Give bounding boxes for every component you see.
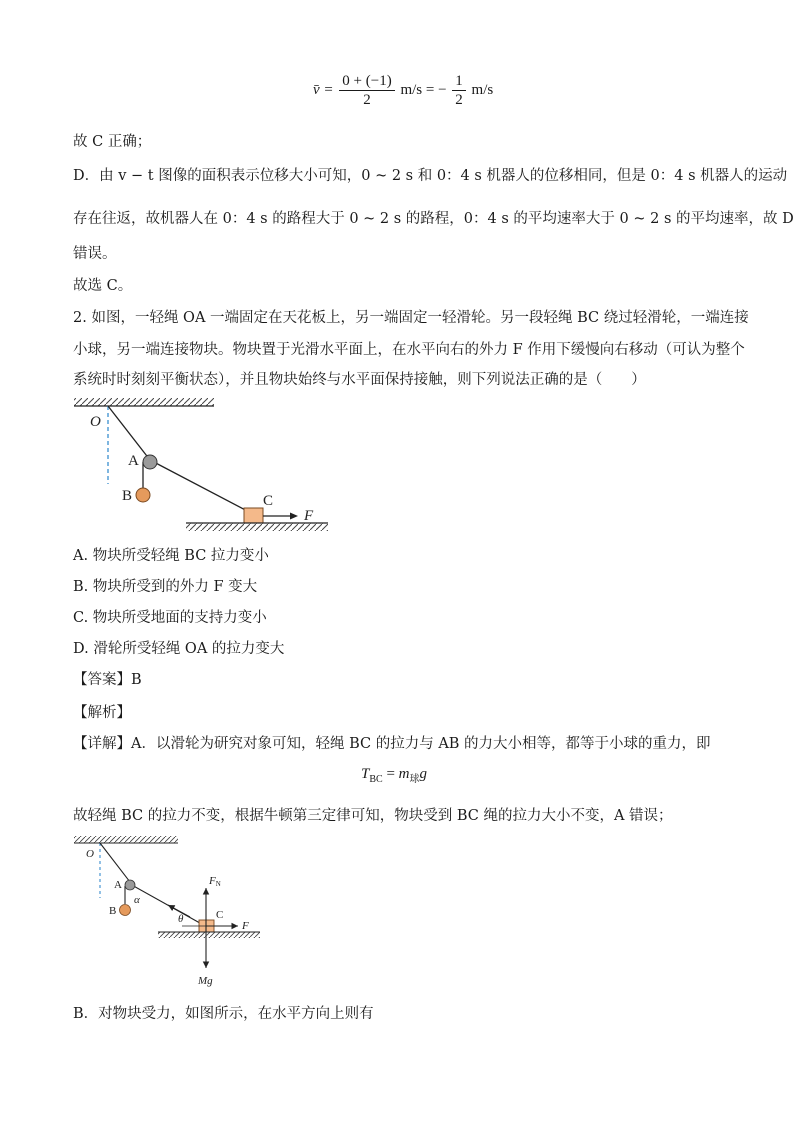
rope-oa: [108, 406, 150, 460]
detail-line: 【详解】A．以滑轮为研究对象可知，轻绳 BC 的拉力与 AB 的力大小相等，都等于小球的重力，即: [73, 736, 711, 752]
block-c-icon: [244, 508, 263, 523]
eq-fraction-1: $\frac{0 + (-1)}{2}$: [339, 72, 394, 109]
force-f-arrowhead: [290, 513, 298, 520]
label-a-2: A: [114, 879, 122, 891]
rope-ac: [150, 460, 253, 514]
option-c: C. 物块所受地面的支持力变小: [73, 610, 267, 626]
label-b: B: [122, 488, 133, 504]
choose-line: 故选 C。: [73, 278, 133, 294]
label-c: C: [263, 493, 274, 509]
pulley-diagram-1: [70, 392, 340, 542]
eq-unit-1: m/s = −: [400, 81, 447, 98]
label-mg: Mg: [198, 975, 213, 987]
answer-line: 【答案】B: [73, 672, 142, 688]
question-2-line-2: 小球，另一端连接物块。物块置于光滑水平面上，在水平向右的外力 F 作用下缓慢向右移动（可认为整个: [73, 342, 745, 358]
eq-lhs: v̄ =: [313, 81, 334, 98]
analysis-heading: 【解析】: [73, 705, 131, 721]
rope-oa-2: [100, 843, 130, 882]
ground-2: [158, 932, 260, 938]
label-alpha: α: [134, 894, 140, 906]
ceiling-2: [74, 836, 178, 843]
d-explanation-line-3: 错误。: [73, 246, 117, 262]
label-o-2: O: [86, 848, 94, 860]
pulley-icon-2: [125, 880, 135, 890]
question-2-line-1: 2. 如图，一轻绳 OA 一端固定在天花板上，另一端固定一轻滑轮。另一段轻绳 BC 绕过轻滑轮，一端连接: [73, 310, 749, 326]
avg-velocity-equation: [313, 72, 493, 109]
d-explanation-line-2: 存在往返，故机器人在 0：4 s 的路程大于 0 ~ 2 s 的路程，0：4 s 的平均速率大于 0 ~ 2 s 的平均速率，故 D: [73, 211, 794, 227]
ground: [186, 523, 328, 531]
ceiling: [74, 398, 214, 406]
label-fn: FN: [209, 875, 221, 888]
label-f: F: [304, 508, 314, 524]
c-correct-line: 故 C 正确；: [73, 134, 152, 150]
bc-constant-line: 故轻绳 BC 的拉力不变，根据牛顿第三定律可知，物块受到 BC 绳的拉力大小不变，A 错误；: [73, 808, 673, 824]
label-a: A: [128, 453, 139, 469]
label-c-2: C: [216, 909, 224, 921]
label-o: O: [90, 414, 101, 430]
label-b-2: B: [109, 905, 117, 917]
label-theta: θ: [178, 913, 184, 925]
label-f-2: F: [242, 920, 249, 932]
option-a: A. 物块所受轻绳 BC 拉力变小: [73, 548, 269, 564]
question-2-line-3: 系统时时刻刻平衡状态），并且物块始终与水平面保持接触，则下列说法正确的是（ ）: [73, 372, 646, 388]
pulley-icon: [143, 455, 157, 469]
b-force-line: B．对物块受力，如图所示，在水平方向上则有: [73, 1006, 374, 1022]
eq-unit-2: m/s: [471, 81, 494, 98]
d-explanation-line-1: D．由 v − t 图像的面积表示位移大小可知，0 ~ 2 s 和 0：4 s 机器人的位移相同，但是 0：4 s 机器人的运动: [73, 168, 788, 184]
option-b: B. 物块所受到的外力 F 变大: [73, 579, 258, 595]
force-diagram-2: [70, 832, 270, 1000]
tension-equation: $T_{BC} = m_球g$: [361, 766, 427, 785]
option-d: D. 滑轮所受轻绳 OA 的拉力变大: [73, 641, 285, 657]
eq-fraction-2: $\frac{1}{2}$: [452, 72, 466, 109]
ball-b-icon-2: [120, 905, 131, 916]
ball-b-icon: [136, 488, 150, 502]
